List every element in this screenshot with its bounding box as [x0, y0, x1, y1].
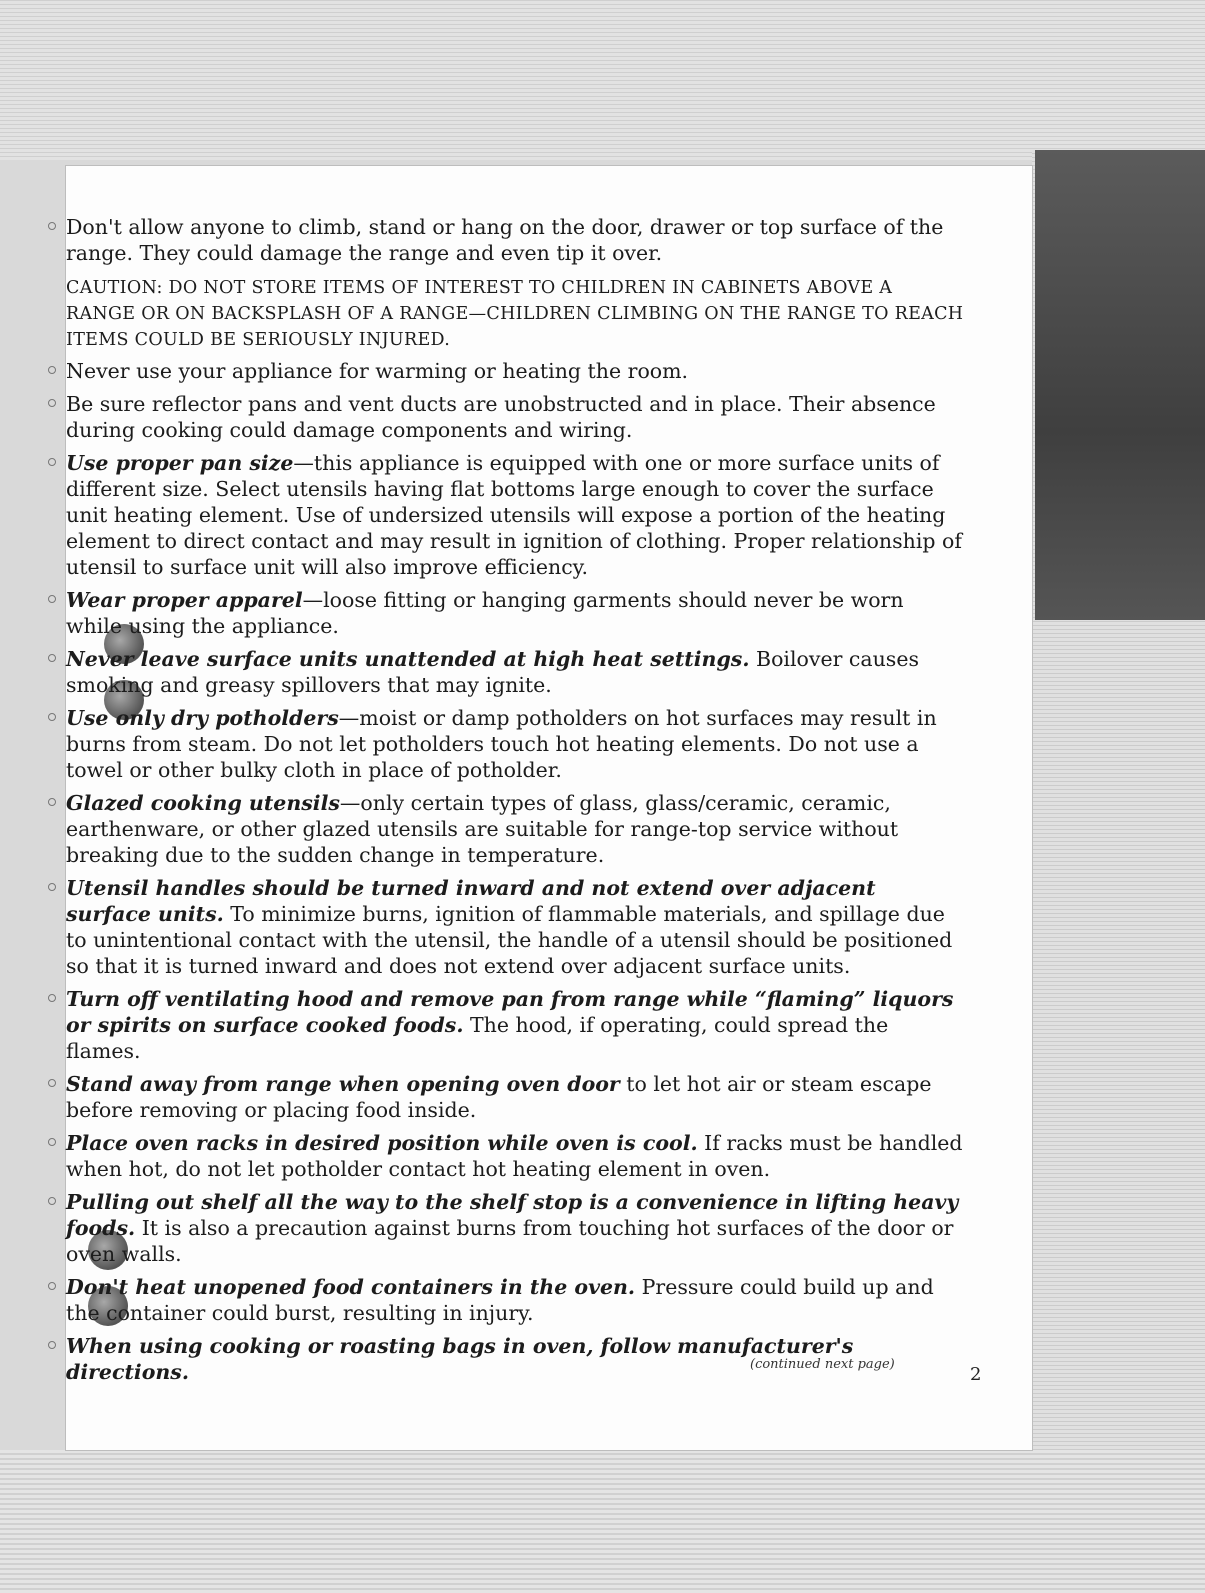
instruction-lead: Utensil handles should be turned inward and not extend over adjacent surface units. — [66, 876, 876, 926]
instruction-text: —this appliance is equipped with one or more surface units of different size. Select utensils having flat bottoms large enough to cover the surface unit heating element. Use of undersized utensils will expose a portion of the heating element to direct contact and may result in ignition of clothing. Proper relationship of utensil to surface unit will also improve efficiency. — [66, 451, 962, 579]
page-number: 2 — [970, 1364, 982, 1385]
scan-bottom-margin — [0, 1450, 1205, 1593]
bullet-icon — [48, 713, 56, 721]
bullet-icon — [48, 222, 56, 230]
bullet-icon — [48, 654, 56, 662]
instruction-item — [66, 705, 966, 783]
instruction-lead: Place oven racks in desired position while oven is cool. — [66, 1131, 698, 1155]
instruction-lead: Pulling out shelf all the way to the shelf stop is a convenience in lifting heavy foods. — [66, 1190, 959, 1240]
instruction-text: —moist or damp potholders on hot surfaces may result in burns from steam. Do not let potholders touch hot heating elements. Do not use a towel or other bulky cloth in place of potholder. — [66, 706, 937, 782]
instruction-lead: Use proper pan size — [66, 451, 294, 475]
instruction-text: Pressure could build up and the container could burst, resulting in injury. — [66, 1275, 934, 1325]
instruction-text: It is also a precaution against burns from touching hot surfaces of the door or oven walls. — [66, 1216, 954, 1266]
instruction-item — [66, 587, 966, 639]
bullet-icon — [48, 1197, 56, 1205]
bullet-icon — [48, 1282, 56, 1290]
instruction-text: —only certain types of glass, glass/ceramic, ceramic, earthenware, or other glazed utensils are suitable for range-top service without breaking due to the sudden change in temperature. — [66, 791, 899, 867]
instruction-item — [66, 1274, 966, 1326]
instruction-item — [66, 450, 966, 580]
instruction-text: —loose fitting or hanging garments should never be worn while using the appliance. — [66, 588, 904, 638]
instruction-item — [66, 1071, 966, 1123]
instruction-item — [66, 646, 966, 698]
instruction-item — [66, 1130, 966, 1182]
instruction-item — [66, 790, 966, 868]
bullet-icon — [48, 1341, 56, 1349]
instruction-lead: When using cooking or roasting bags in oven, follow manufacturer's directions. — [66, 1334, 854, 1384]
instruction-lead: Stand away from range when opening oven door — [66, 1072, 620, 1096]
bullet-icon — [48, 883, 56, 891]
instruction-lead: Turn off ventilating hood and remove pan from range while “flaming” liquors or spirits on surface cooked foods. — [66, 987, 954, 1037]
instruction-text: Be sure reflector pans and vent ducts are unobstructed and in place. Their absence during cooking could damage components and wiring. — [66, 392, 936, 442]
bullet-icon — [48, 1138, 56, 1146]
bullet-icon — [48, 595, 56, 603]
instruction-text: To minimize burns, ignition of flammable materials, and spillage due to unintentional contact with the utensil, the handle of a utensil should be positioned so that it is turned inward and does not extend over adjacent surface units. — [66, 902, 953, 978]
scan-top-margin — [0, 0, 1205, 160]
bullet-icon — [48, 458, 56, 466]
instruction-lead: Don't heat unopened food containers in the oven. — [66, 1275, 636, 1299]
bullet-icon — [48, 399, 56, 407]
bullet-icon — [48, 798, 56, 806]
instruction-item — [66, 358, 966, 384]
bullet-icon — [48, 366, 56, 374]
bullet-icon — [48, 1079, 56, 1087]
instruction-item — [66, 986, 966, 1064]
instruction-item — [66, 1189, 966, 1267]
instruction-text: CAUTION: DO NOT STORE ITEMS OF INTEREST TO CHILDREN IN CABINETS ABOVE A RANGE OR ON BACKSPLASH OF A RANGE—CHILDREN CLIMBING ON THE RANGE TO REACH ITEMS COULD BE SERIOUSLY INJURED. — [66, 278, 964, 350]
caution-notice — [66, 273, 966, 351]
instruction-lead: Never leave surface units unattended at high heat settings. — [66, 647, 750, 671]
instruction-text: If racks must be handled when hot, do not let potholder contact hot heating element in oven. — [66, 1131, 963, 1181]
bullet-icon — [48, 994, 56, 1002]
continued-note: (continued next page) — [750, 1357, 895, 1372]
instruction-item — [66, 391, 966, 443]
instruction-item — [66, 214, 966, 266]
instruction-lead: Wear proper apparel — [66, 588, 303, 612]
instruction-text: The hood, if operating, could spread the flames. — [66, 1013, 889, 1063]
instruction-lead: Use only dry potholders — [66, 706, 339, 730]
instruction-text: Don't allow anyone to climb, stand or hang on the door, drawer or top surface of the range. They could damage the range and even tip it over. — [66, 215, 944, 265]
instruction-item — [66, 875, 966, 979]
instruction-text: Boilover causes smoking and greasy spillovers that may ignite. — [66, 647, 919, 697]
instruction-text: to let hot air or steam escape before removing or placing food inside. — [66, 1072, 932, 1122]
instruction-lead: Glazed cooking utensils — [66, 791, 340, 815]
safety-instructions — [66, 214, 966, 1392]
scan-dark-block — [1035, 150, 1205, 620]
instruction-text: Never use your appliance for warming or heating the room. — [66, 359, 689, 383]
